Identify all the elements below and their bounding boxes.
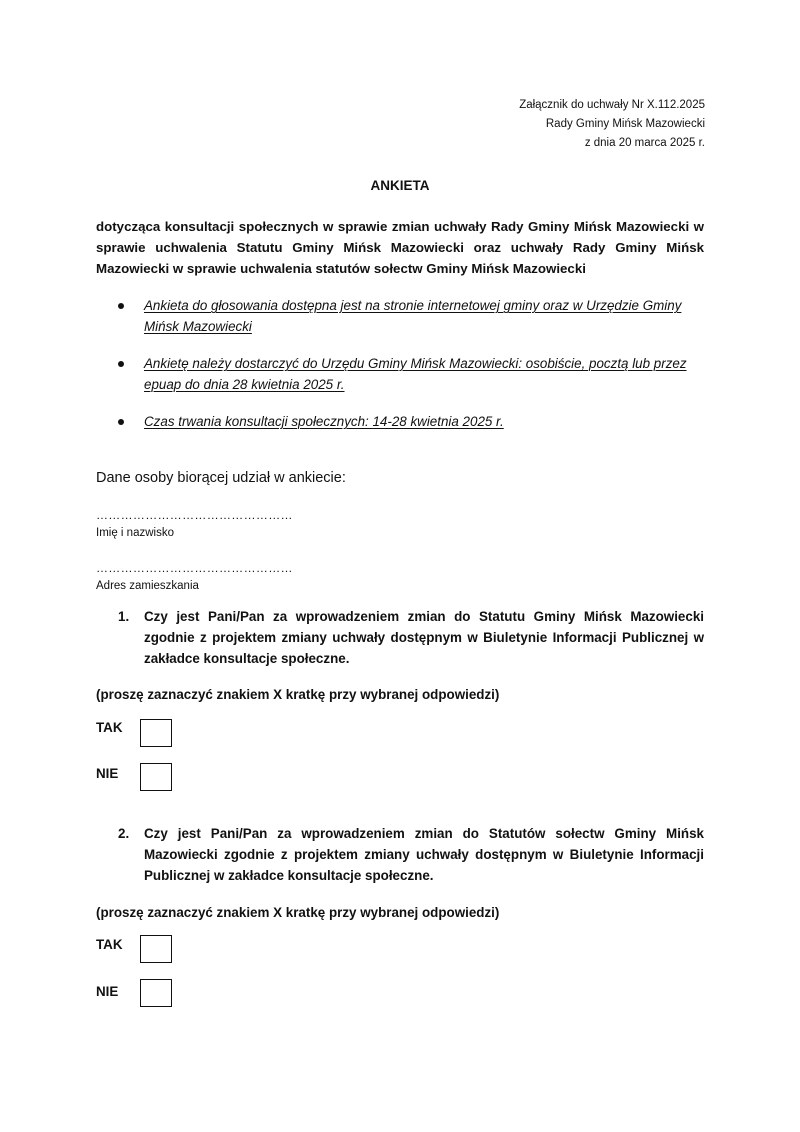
attachment-note-line-3: z dnia 20 marca 2025 r. (584, 137, 705, 149)
question-number: 1. (118, 609, 130, 624)
info-bullet-list (118, 296, 708, 433)
document-title: ANKIETA (370, 178, 430, 193)
question-1-instruction: (proszę zaznaczyć znakiem X kratkę przy wybranej odpowiedzi) (96, 687, 500, 702)
question-1-no-checkbox[interactable] (140, 763, 172, 791)
info-bullet-item (118, 412, 708, 433)
question-1 (118, 606, 704, 669)
question-text: Czy jest Pani/Pan za wprowadzeniem zmian do Statutu Gminy Mińsk Mazowiecki zgodnie z projektem zmiany uchwały dostępnym w Biuletynie Informacji Publicznej w zakładce konsultacje społeczne. (144, 609, 704, 666)
info-bullet-text: Ankieta do głosowania dostępna jest na stronie internetowej gminy oraz w Urzędzie Gminy Mińsk Mazowiecki (144, 298, 682, 334)
document-subject: dotycząca konsultacji społecznych w sprawie zmian uchwały Rady Gminy Mińsk Mazowiecki w sprawie uchwalenia Statutu Gminy Mińsk Mazowiecki oraz uchwały Rady Gminy Mińsk Mazowiecki w sprawie uchwalenia statutów sołectw Gminy Mińsk Mazowiecki (96, 219, 704, 276)
bullet-icon (118, 303, 124, 309)
attachment-note-line-2: Rady Gminy Mińsk Mazowiecki (545, 118, 705, 130)
info-bullet-text: Czas trwania konsultacji społecznych: 14-28 kwietnia 2025 r. (144, 414, 504, 429)
question-2 (118, 823, 704, 886)
question-2-no-checkbox[interactable] (140, 979, 172, 1007)
question-2-instruction: (proszę zaznaczyć znakiem X kratkę przy wybranej odpowiedzi) (96, 905, 500, 920)
respondent-heading: Dane osoby biorącej udział w ankiecie: (96, 470, 346, 486)
address-field-line[interactable]: ………………………………………… (96, 561, 293, 575)
question-2-yes-checkbox[interactable] (140, 935, 172, 963)
info-bullet-item (118, 296, 708, 337)
bullet-icon (118, 419, 124, 425)
question-1-no-label: NIE (96, 766, 119, 781)
question-text: Czy jest Pani/Pan za wprowadzeniem zmian do Statutów sołectw Gminy Mińsk Mazowiecki zgodnie z projektem zmiany uchwały dostępnym w Biuletynie Informacji Publicznej w zakładce konsultacje społeczne. (144, 826, 704, 883)
bullet-icon (118, 361, 124, 367)
question-2-no-label: NIE (96, 984, 119, 999)
name-field-label: Imię i nazwisko (96, 527, 174, 539)
info-bullet-text: Ankietę należy dostarczyć do Urzędu Gminy Mińsk Mazowiecki: osobiście, pocztą lub przez epuap do dnia 28 kwietnia 2025 r. (144, 356, 687, 392)
name-field-line[interactable]: ………………………………………… (96, 508, 293, 522)
question-1-yes-label: TAK (96, 720, 123, 735)
info-bullet-item (118, 354, 708, 395)
address-field-label: Adres zamieszkania (96, 580, 199, 592)
attachment-note-line-1: Załącznik do uchwały Nr X.112.2025 (519, 99, 705, 111)
attachment-note (519, 96, 705, 153)
question-2-yes-label: TAK (96, 937, 123, 952)
question-1-yes-checkbox[interactable] (140, 719, 172, 747)
question-number: 2. (118, 826, 130, 841)
